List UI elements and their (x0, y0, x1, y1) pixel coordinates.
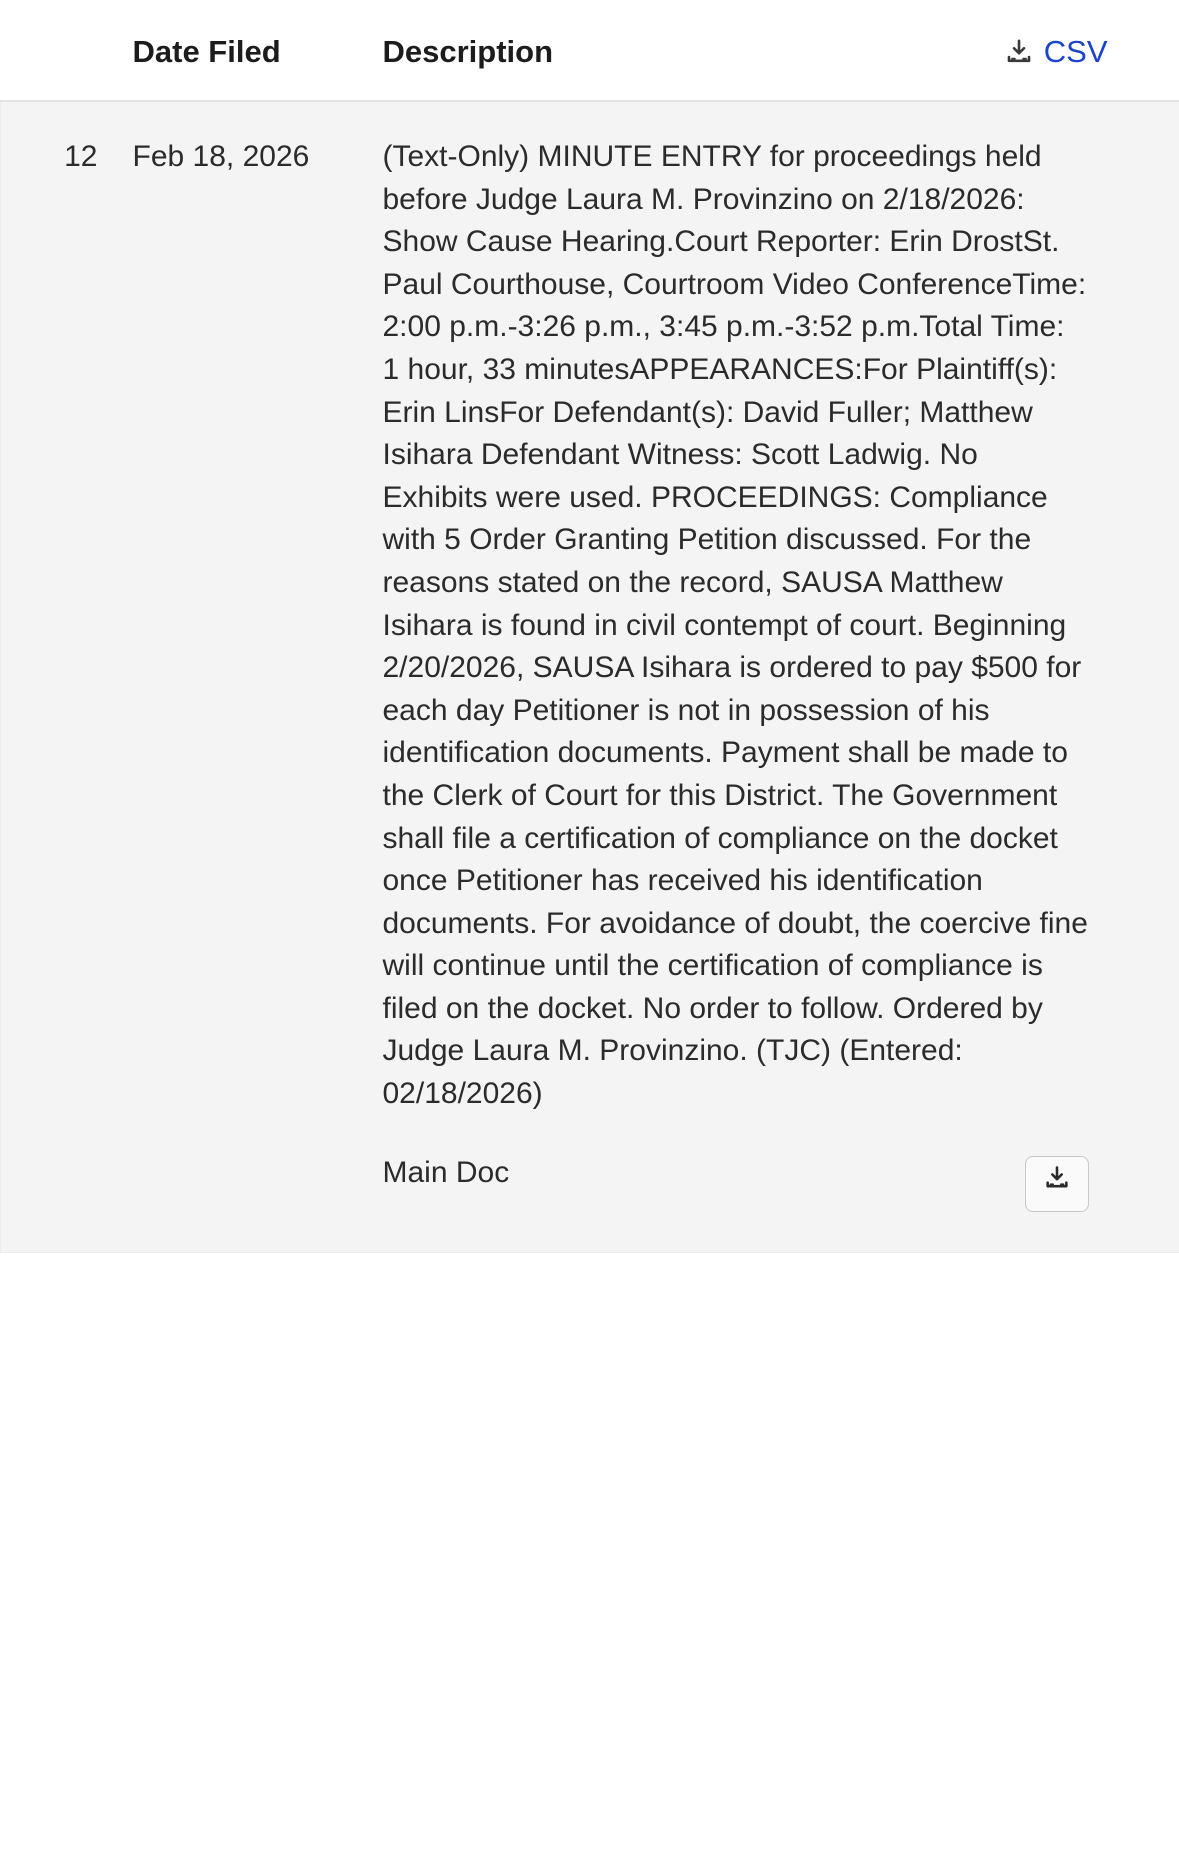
document-attachment-row (383, 1152, 1090, 1212)
table-row (1, 101, 1179, 1252)
cell-date-filed: Feb 18, 2026 (133, 101, 383, 1252)
table-header-row (1, 0, 1179, 101)
column-header-description-label: Description (382, 34, 554, 69)
document-label: Main Doc (382, 1155, 510, 1189)
cell-docket-number: 12 (1, 101, 133, 1252)
column-header-date-filed: Date Filed (133, 0, 383, 101)
download-document-button[interactable] (1025, 1156, 1089, 1212)
download-icon (1004, 37, 1034, 67)
csv-link-label: CSV (1043, 34, 1108, 69)
table-body (1, 101, 1179, 1252)
cell-description (383, 101, 1179, 1252)
column-header-number (1, 0, 133, 101)
column-header-description (383, 0, 1179, 101)
csv-download-link[interactable] (1004, 34, 1108, 70)
download-icon (1043, 1162, 1071, 1205)
table-header (1, 0, 1179, 101)
docket-entry-text: (Text-Only) MINUTE ENTRY for proceedings held before Judge Laura M. Provinzino on 2/18/2026: Show Cause Hearing.Court Reporter: Erin DrostSt. Paul Courthouse, Courtroom Video ConferenceTime: 2:00 p.m.-3:26 p.m., 3:45 p.m.-3:52 p.m.Total Time: 1 hour, 33 minutesAPPEARANCES:For Plaintiff(s): Erin LinsFor Defendant(s): David Fuller; Matthew Isihara Defendant Witness: Scott Ladwig. No Exhibits were used. PROCEEDINGS: Compliance with 5 Order Granting Petition discussed. For the reasons stated on the record, SAUSA Matthew Isihara is found in civil contempt of court. Beginning 2/20/2026, SAUSA Isihara is ordered to pay $500 for each day Petitioner is not in possession of his identification documents. Payment shall be made to the Clerk of Court for this District. The Government shall file a certification of compliance on the docket once Petitioner has received his identification documents. For avoidance of doubt, the coercive fine will continue until the certification of compliance is filed on the docket. No order to follow. Ordered by Judge Laura M. Provinzino. (TJC) (Entered: 02/18/2026) (382, 140, 1088, 1111)
